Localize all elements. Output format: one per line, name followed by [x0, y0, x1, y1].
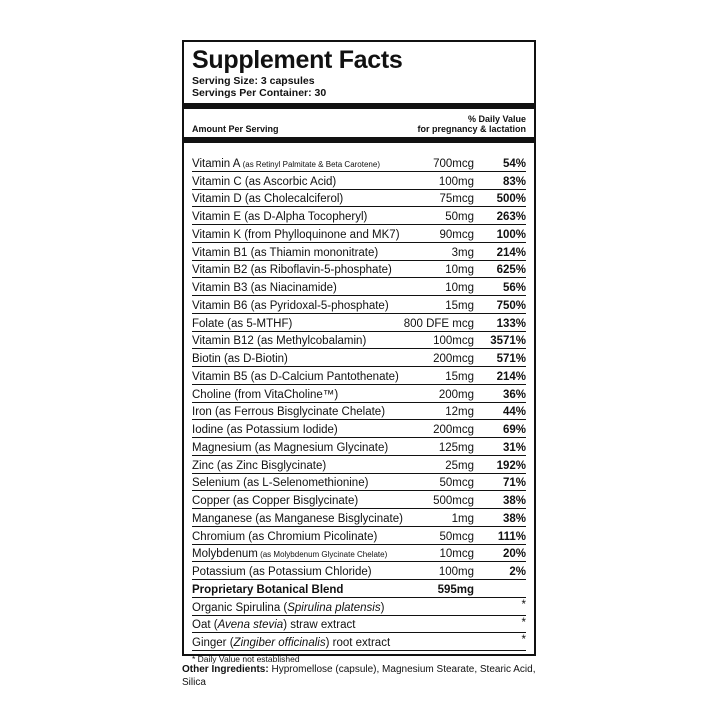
blend-item-text: Oat (: [192, 619, 218, 632]
nutrient-label: Folate (as 5-MTHF): [192, 317, 293, 330]
blend-item-text: ) root extract: [325, 637, 391, 649]
servings-per-container: Servings Per Container: 30: [192, 87, 327, 99]
daily-value-label: % Daily Value for pregnancy & lactation: [417, 114, 526, 134]
nutrient-row: [192, 562, 526, 580]
nutrient-amount: 50mg: [445, 211, 474, 223]
nutrient-amount: 700mcg: [433, 157, 474, 170]
nutrient-daily-value: 214%: [496, 246, 526, 259]
blend-item-row: [192, 616, 526, 634]
nutrient-amount: 12mg: [445, 406, 474, 419]
nutrient-name: [192, 176, 437, 188]
nutrient-name: [192, 389, 437, 401]
other-ingredients-label: Other Ingredients:: [182, 664, 269, 675]
nutrient-label: Selenium (as L-Selenomethionine): [192, 477, 369, 490]
nutrient-row: [192, 225, 526, 243]
nutrient-label: Magnesium (as Magnesium Glycinate): [192, 441, 389, 454]
amount-per-serving-label: Amount Per Serving: [192, 124, 279, 134]
nutrient-amount: 100mcg: [433, 335, 474, 348]
nutrient-amount: 90mcg: [439, 228, 474, 241]
nutrient-label: Vitamin B2 (as Riboflavin-5-phosphate): [192, 264, 392, 277]
nutrient-daily-value: 214%: [496, 370, 526, 383]
nutrient-rows: [192, 154, 526, 651]
blend-item-text: Ginger (: [192, 637, 234, 649]
nutrient-row: [192, 190, 526, 208]
blend-amount: 595mg: [437, 583, 474, 596]
blend-item-text: ) straw extract: [283, 619, 356, 632]
nutrient-row: [192, 527, 526, 545]
nutrient-label: Copper (as Copper Bisglycinate): [192, 495, 359, 507]
nutrient-name: [192, 531, 437, 543]
nutrient-name: [192, 282, 443, 294]
nutrient-amount: 125mg: [438, 441, 474, 454]
blend-row: [192, 580, 526, 598]
blend-item-latin: Spirulina platensis: [287, 601, 381, 614]
nutrient-label: Vitamin C (as Ascorbic Acid): [192, 175, 337, 188]
nutrient-row: [192, 545, 526, 563]
nutrient-name: [192, 300, 443, 312]
nutrient-row: [192, 172, 526, 190]
nutrient-row: [192, 403, 526, 421]
nutrient-label: Vitamin D (as Cholecalciferol): [192, 193, 344, 206]
nutrient-name: [192, 193, 437, 205]
nutrient-row: [192, 243, 526, 261]
nutrient-label: Vitamin K (from Phylloquinone and MK7): [192, 228, 400, 241]
nutrient-label: Zinc (as Zinc Bisglycinate): [192, 459, 327, 472]
nutrient-label: Potassium (as Potassium Chloride): [192, 566, 372, 578]
nutrient-daily-value: 20%: [502, 548, 526, 561]
nutrient-source: (as Retinyl Palmitate & Beta Carotene): [240, 159, 380, 169]
blend-item-name: [192, 637, 474, 649]
nutrient-row: [192, 278, 526, 296]
blend-item-latin: Zingiber officinalis: [233, 637, 326, 649]
nutrient-row: [192, 314, 526, 332]
nutrient-daily-value: 571%: [496, 353, 526, 365]
nutrient-row: [192, 438, 526, 456]
other-ingredients-text: Hypromellose (capsule), Magnesium Stearate, Stearic Acid, Silica: [182, 664, 536, 688]
nutrient-label: Chromium (as Chromium Picolinate): [192, 530, 378, 543]
nutrient-row: [192, 474, 526, 492]
nutrient-daily-value: 38%: [502, 495, 526, 507]
nutrient-daily-value: 36%: [502, 388, 526, 401]
nutrient-daily-value: 56%: [502, 282, 526, 294]
thick-divider: [184, 137, 534, 143]
nutrient-daily-value: 500%: [496, 193, 526, 206]
nutrient-name: [192, 406, 443, 418]
blend-item-daily-value: *: [521, 616, 526, 629]
nutrient-row: [192, 420, 526, 438]
nutrient-amount: 10mg: [445, 264, 474, 277]
nutrient-row: [192, 296, 526, 314]
nutrient-amount: 100mg: [438, 175, 474, 188]
nutrient-label: Iodine (as Potassium Iodide): [192, 424, 338, 436]
nutrient-name: [192, 158, 431, 170]
nutrient-amount: 200mcg: [433, 353, 474, 365]
nutrient-amount: 200mg: [438, 388, 474, 401]
nutrient-amount: 25mg: [445, 459, 474, 472]
nutrient-name: [192, 442, 437, 454]
nutrient-row: [192, 385, 526, 403]
blend-item-latin: Avena stevia: [217, 619, 284, 632]
nutrient-name: [192, 424, 431, 436]
blend-item-text: ): [380, 601, 385, 614]
blend-item-name: [192, 619, 474, 631]
nutrient-label: Vitamin A: [192, 157, 241, 170]
nutrient-name: [192, 548, 437, 560]
nutrient-name: [192, 477, 437, 489]
nutrient-amount: 1mg: [451, 512, 474, 525]
nutrient-amount: 10mg: [445, 282, 474, 294]
nutrient-daily-value: 38%: [502, 512, 526, 525]
blend-item-daily-value: *: [521, 634, 526, 647]
nutrient-row: [192, 207, 526, 225]
nutrient-daily-value: 44%: [502, 406, 526, 419]
nutrient-label: Vitamin E (as D-Alpha Tocopheryl): [192, 211, 368, 223]
nutrient-amount: 50mcg: [439, 530, 474, 543]
nutrient-daily-value: 133%: [496, 317, 526, 330]
nutrient-amount: 3mg: [451, 246, 474, 259]
nutrient-label: Manganese (as Manganese Bisglycinate): [192, 512, 403, 525]
nutrient-name: [192, 513, 450, 525]
blend-item-name: [192, 602, 474, 614]
nutrient-row: [192, 509, 526, 527]
nutrient-name: [192, 264, 443, 276]
nutrient-name: [192, 335, 431, 347]
nutrient-row: [192, 456, 526, 474]
nutrient-row: [192, 349, 526, 367]
blend-name: Proprietary Botanical Blend: [192, 583, 344, 596]
serving-size: Serving Size: 3 capsules: [192, 75, 315, 87]
nutrient-daily-value: 3571%: [490, 335, 526, 348]
nutrient-label: Iron (as Ferrous Bisglycinate Chelate): [192, 406, 386, 419]
nutrient-daily-value: 83%: [502, 175, 526, 188]
other-ingredients: [182, 663, 542, 689]
nutrient-amount: 200mcg: [433, 424, 474, 436]
nutrient-daily-value: 100%: [496, 228, 526, 241]
nutrient-label: Choline (from VitaCholine™): [192, 388, 339, 401]
nutrient-amount: 15mg: [445, 299, 474, 312]
footnote: * Daily Value not established: [192, 654, 300, 664]
nutrient-row: [192, 332, 526, 350]
nutrient-daily-value: 750%: [496, 299, 526, 312]
nutrient-daily-value: 192%: [496, 459, 526, 472]
nutrient-label: Vitamin B3 (as Niacinamide): [192, 282, 337, 294]
nutrient-amount: 15mg: [445, 370, 474, 383]
nutrient-daily-value: 71%: [502, 477, 526, 490]
nutrient-amount: 500mcg: [433, 495, 474, 507]
nutrient-row: [192, 491, 526, 509]
nutrient-daily-value: 54%: [502, 157, 526, 170]
nutrient-name: [192, 247, 450, 259]
nutrient-row: [192, 261, 526, 279]
nutrient-label: Biotin (as D-Biotin): [192, 353, 288, 365]
nutrient-name: [192, 353, 431, 365]
nutrient-amount: 800 DFE mcg: [403, 317, 474, 330]
nutrient-daily-value: 69%: [502, 424, 526, 436]
nutrient-name: [192, 566, 437, 578]
nutrient-name: [192, 371, 443, 383]
nutrient-daily-value: 31%: [502, 441, 526, 454]
nutrient-source: (as Molybdenum Glycinate Chelate): [257, 550, 388, 560]
nutrient-amount: 100mg: [438, 566, 474, 578]
nutrient-daily-value: 2%: [509, 566, 526, 578]
nutrient-amount: 50mcg: [439, 477, 474, 490]
blend-item-daily-value: *: [521, 598, 526, 611]
blend-item-text: Organic Spirulina (: [192, 601, 288, 614]
nutrient-daily-value: 263%: [496, 211, 526, 223]
supplement-facts-panel: [182, 40, 536, 664]
nutrient-row: [192, 154, 526, 172]
nutrient-row: [192, 367, 526, 385]
nutrient-label: Vitamin B5 (as D-Calcium Pantothenate): [192, 370, 399, 383]
nutrient-name: [192, 211, 443, 223]
nutrient-name: [192, 460, 443, 472]
panel-title: Supplement Facts: [192, 46, 403, 74]
nutrient-daily-value: 111%: [497, 530, 526, 543]
nutrient-label: Molybdenum: [192, 548, 258, 561]
blend-item-row: [192, 598, 526, 616]
nutrient-name: [192, 318, 402, 330]
nutrient-label: Vitamin B12 (as Methylcobalamin): [192, 335, 367, 348]
nutrient-amount: 10mcg: [439, 548, 474, 561]
nutrient-amount: 75mcg: [439, 193, 474, 206]
nutrient-label: Vitamin B6 (as Pyridoxal-5-phosphate): [192, 299, 389, 312]
blend-item-row: [192, 633, 526, 651]
nutrient-daily-value: 625%: [496, 264, 526, 277]
nutrient-name: [192, 495, 431, 507]
nutrient-name: [192, 229, 437, 241]
column-header: [192, 109, 526, 137]
nutrient-label: Vitamin B1 (as Thiamin mononitrate): [192, 246, 379, 259]
